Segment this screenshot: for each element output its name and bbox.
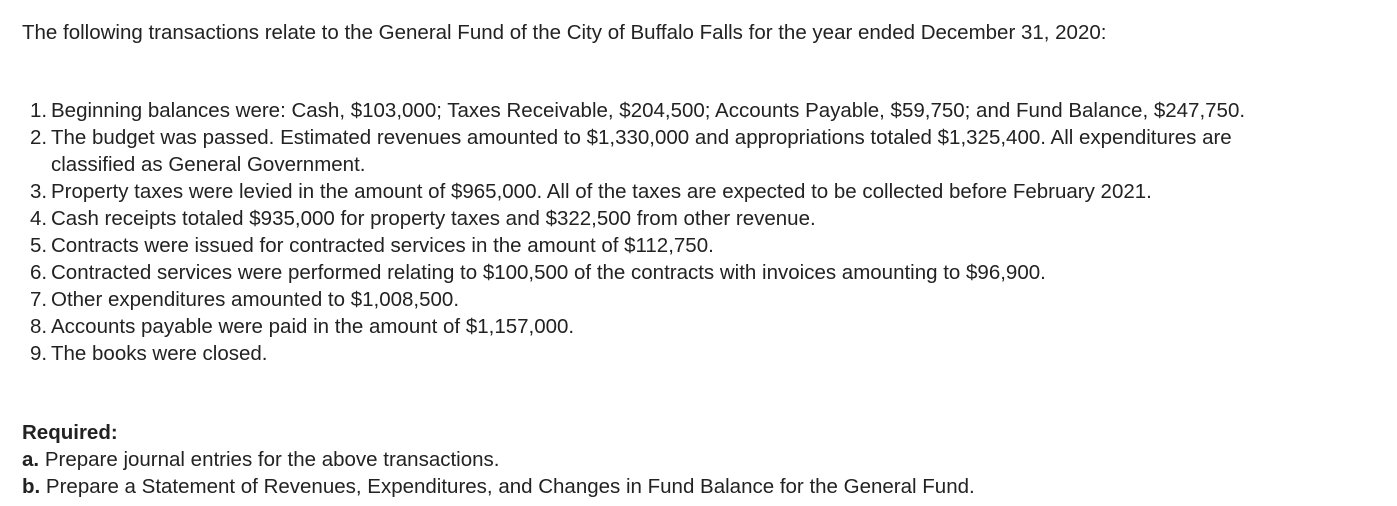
required-section	[22, 419, 975, 500]
item-number: 4.	[30, 207, 48, 230]
required-item-label: b.	[22, 475, 41, 498]
item-text: The budget was passed. Estimated revenues amounted to $1,330,000 and appropriations totaled $1,325,400. All expenditures are	[51, 126, 1232, 149]
required-item-text: Prepare a Statement of Revenues, Expenditures, and Changes in Fund Balance for the General Fund.	[45, 475, 975, 498]
item-text: Beginning balances were: Cash, $103,000; Taxes Receivable, $204,500; Accounts Payable, $59,750; and Fund Balance, $247,750.	[51, 99, 1246, 122]
item-text: Accounts payable were paid in the amount of $1,157,000.	[51, 315, 575, 338]
item-text: The books were closed.	[51, 342, 268, 365]
intro-text: The following transactions relate to the General Fund of the City of Buffalo Falls for the year ended December 31, 2020:	[22, 21, 1107, 44]
item-text: Contracted services were performed relating to $100,500 of the contracts with invoices amounting to $96,900.	[51, 261, 1046, 284]
item-number: 3.	[30, 180, 48, 203]
required-item-b	[22, 473, 975, 500]
list-item	[0, 205, 1397, 232]
item-number: 1.	[30, 99, 48, 122]
list-item	[0, 232, 1397, 259]
item-number: 2.	[30, 126, 48, 149]
item-number: 5.	[30, 234, 48, 257]
list-item	[0, 340, 1397, 367]
item-number: 8.	[30, 315, 48, 338]
required-item-text: Prepare journal entries for the above transactions.	[44, 448, 500, 471]
list-item	[0, 124, 1397, 178]
required-item-a	[22, 446, 975, 473]
item-number: 6.	[30, 261, 48, 284]
list-item	[0, 286, 1397, 313]
list-item	[0, 97, 1397, 124]
item-text: Other expenditures amounted to $1,008,500.	[51, 288, 460, 311]
transaction-list	[0, 97, 1397, 367]
item-text: Property taxes were levied in the amount of $965,000. All of the taxes are expected to be collected before February 2021.	[51, 180, 1152, 203]
item-text-continued: classified as General Government.	[51, 153, 366, 176]
required-item-label: a.	[22, 448, 40, 471]
item-number: 9.	[30, 342, 48, 365]
list-item	[0, 259, 1397, 286]
list-item	[0, 313, 1397, 340]
item-number: 7.	[30, 288, 48, 311]
item-text: Contracts were issued for contracted services in the amount of $112,750.	[51, 234, 714, 257]
required-heading: Required:	[22, 421, 118, 444]
item-text: Cash receipts totaled $935,000 for property taxes and $322,500 from other revenue.	[51, 207, 816, 230]
list-item	[0, 178, 1397, 205]
